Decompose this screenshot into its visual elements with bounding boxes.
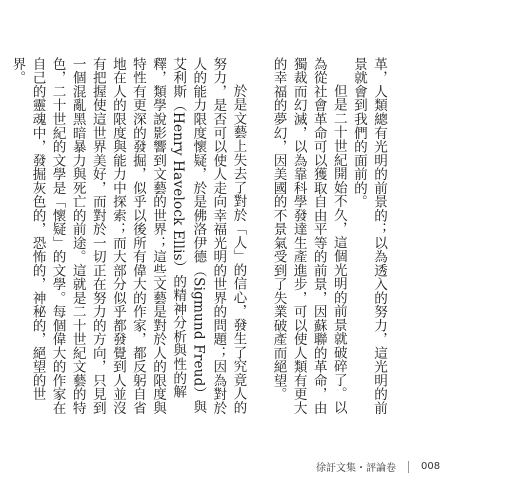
running-title: 徐訏文集・評論卷 — [316, 463, 396, 474]
paragraph-2: 但是二十世紀開始不久，這個光明的前景就破碎了。以為從社會革命可以獲取自由平等的前景，因蘇聯的革命，由獨裁而幻滅，以為靠科學發達生產進步，可以使人類有更大的幸福的夢幻，因美國的不景氣受到了失業破產而絕望。 — [270, 57, 347, 415]
footer-divider — [408, 461, 409, 473]
paragraph-1: 革，人類總有光明的前景的；以為透入的努力，這光明的前景就會到我們的面前的。 — [350, 57, 387, 415]
page-number: 008 — [421, 461, 441, 472]
paragraph-3: 於是文藝上失去了對於「人」的信心，發生了究竟人的努力，是否可以使人走向幸福光明的世界的問題；因為對於人的能力限度懷疑，於是佛洛伊德（Sigmund Freud）與艾利斯（Henry Havelock Ellis）的精神分析與性的解釋，類學說影響到文藝的世界；這些文藝是對於人的限度與特性有更深的發掘，似乎以後所有偉大的作家，都反躬自省地在人的限度與能力中探索；而大部分似乎都發覺到人並沒有把握使這世界美好，而對於一切正在努力的方向，只見到一個混亂黑暗暴力與死亡的前途。這就是二十世紀文藝的特色，二十世紀的文學是「懷疑」的文學。每個偉大的作家在自己的靈魂中，發掘灰色的，恐怖的，神秘的，絕望的世界。 — [9, 57, 247, 415]
body-text — [0, 57, 389, 425]
page-footer — [316, 459, 440, 474]
